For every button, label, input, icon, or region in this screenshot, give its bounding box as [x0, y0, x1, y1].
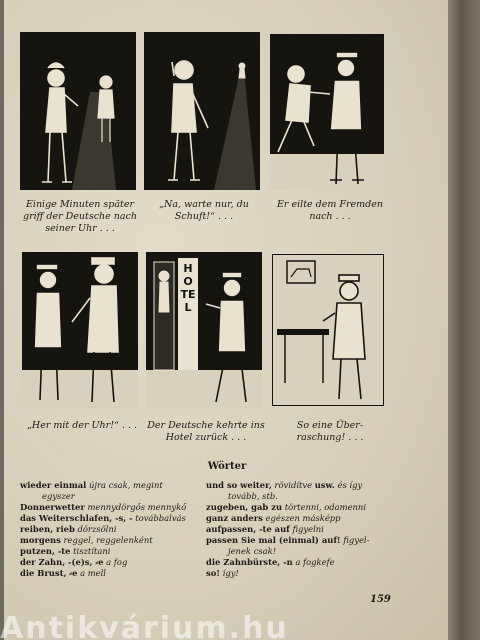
comic-panel-3	[270, 34, 384, 190]
glossary-entry: reiben, rieb dörzsölni	[20, 524, 117, 534]
caption-2: „Na, warte nur, du Schuft!“ . . .	[159, 199, 249, 222]
comic-panel-2	[144, 32, 260, 190]
page-number: 159	[370, 594, 391, 605]
book-spine	[448, 0, 480, 640]
glossary-entry: der Zahn, -(e)s, ⸗e a fog	[20, 557, 128, 567]
caption-1: Einige Minuten später griff der Deutsche nach seiner Uhr . . .	[22, 199, 138, 234]
glossary-entry: die Zahnbürste, -n a fogkefe	[206, 557, 335, 567]
caption-3: Er eilte dem Fremden nach . . .	[277, 199, 383, 222]
hotel-sign: HOTEL	[180, 262, 196, 314]
glossary-left-column	[20, 480, 216, 579]
glossary-entry: das Weiterschlafen, -s, - továbbalvás	[20, 513, 186, 523]
comic-panel-4	[22, 252, 138, 408]
glossary-entry: morgens reggel, reggelenként	[20, 535, 153, 545]
glossary-entry: zugeben, gab zu törtenni, odamenni	[206, 502, 367, 512]
glossary-entry: aufpassen, -te auf figyelni	[206, 524, 324, 534]
book-page	[4, 0, 450, 640]
glossary-heading: Wörter	[207, 461, 247, 472]
caption-4: „Her mit der Uhr!“ . . .	[27, 420, 137, 431]
glossary-entry: putzen, -te tisztítani	[20, 546, 111, 556]
glossary-entry: und so weiter, rövidítve usw. és így tovább, stb.	[206, 480, 363, 501]
comic-panel-1	[20, 32, 136, 190]
comic-panel-6	[272, 254, 384, 406]
glossary-right-column	[206, 480, 402, 579]
glossary-entry: ganz anders egészen másképp	[206, 513, 341, 523]
glossary-entry: Donnerwetter mennydörgős mennykő	[20, 502, 187, 512]
comic-panel-5	[146, 252, 262, 408]
glossary-entry: passen Sie mal (einmal) auf! figyel- jenek csak!	[206, 535, 370, 556]
caption-6: So eine Über- raschung! . . .	[296, 420, 364, 443]
caption-5: Der Deutsche kehrte ins Hotel zurück . . .	[147, 420, 265, 443]
glossary-entry: die Brust, ⸗e a mell	[20, 568, 106, 578]
glossary-entry: wieder einmal újra csak, megint egyszer	[20, 480, 163, 501]
glossary-entry: so! így!	[206, 568, 239, 578]
watermark: Antikvárium.hu	[0, 612, 289, 640]
